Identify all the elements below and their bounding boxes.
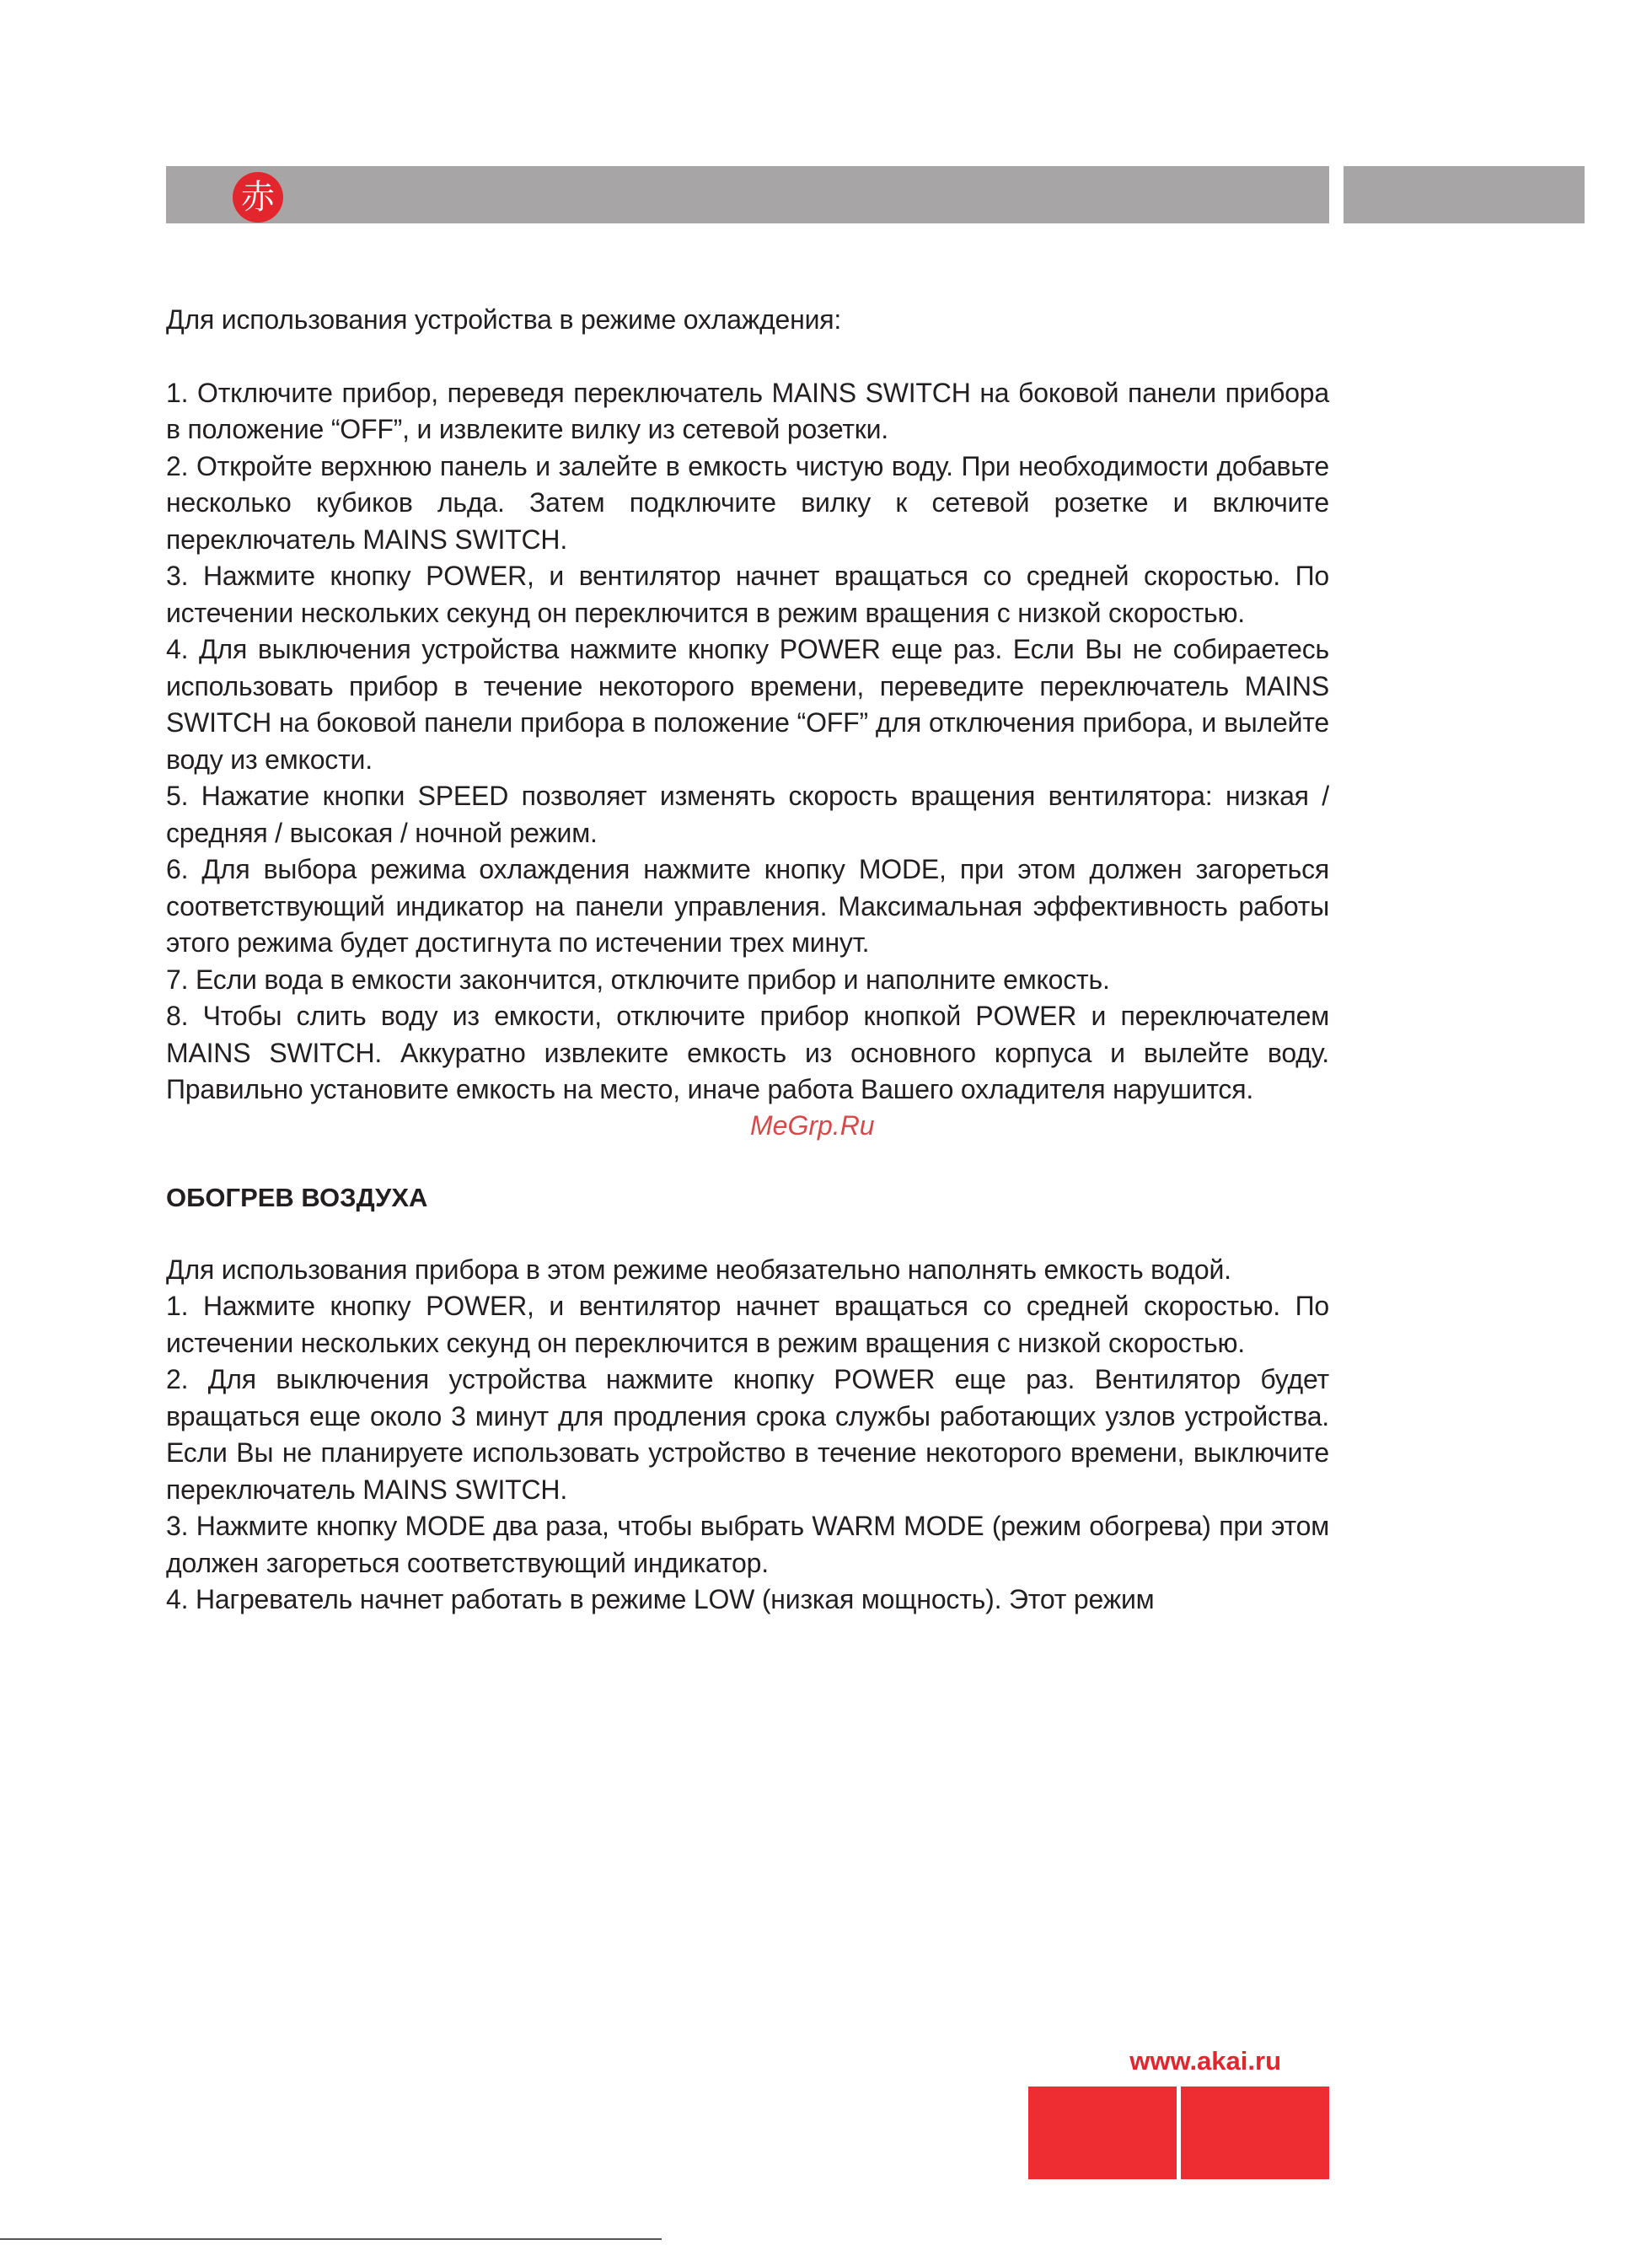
footer-red-block-right [1181,2087,1329,2179]
header-bar [166,166,1329,223]
heating-step-4: 4. Нагреватель начнет работать в режиме LOW (низкая мощность). Этот режим [166,1584,1155,1614]
heating-step-3: 3. Нажмите кнопку MODE два раза, чтобы выбрать WARM MODE (режим обогрева) при этом должен загореться соответствующий индикатор. [166,1511,1329,1578]
cooling-intro: Для использования устройства в режиме охлаждения: [166,304,842,335]
cooling-step-7: 7. Если вода в емкости закончится, отключите прибор и наполните емкость. [166,964,1110,995]
cooling-step-6: 6. Для выбора режима охлаждения нажмите кнопку MODE, при этом должен загореться соответствующий индикатор на панели управления. Максимальная эффективность работы этого режима будет достигнута по истечении трех минут. [166,854,1329,958]
cooling-step-1: 1. Отключите прибор, переведя переключатель MAINS SWITCH на боковой панели прибора в положение “OFF”, и извлеките вилку из сетевой розетки. [166,377,1329,444]
cooling-step-4: 4. Для выключения устройства нажмите кнопку POWER еще раз. Если Вы не собираетесь использовать прибор в течение некоторого времени, переведите переключатель MAINS SWITCH на боковой панели прибора в положение “OFF” для отключения прибора, и вылейте воду из емкости. [166,634,1329,775]
watermark: MeGrp.Ru [750,1110,875,1141]
website-link[interactable]: www.akai.ru [1129,2046,1281,2076]
heating-intro: Для использования прибора в этом режиме необязательно наполнять емкость водой. [166,1254,1231,1285]
header-bar-right [1344,166,1585,223]
heating-step-1: 1. Нажмите кнопку POWER, и вентилятор начнет вращаться со средней скоростью. По истечении нескольких секунд он переключится в режим вращения с низкой скоростью. [166,1291,1329,1358]
cooling-step-5: 5. Нажатие кнопки SPEED позволяет изменять скорость вращения вентилятора: низкая / средняя / высокая / ночной режим. [166,781,1329,848]
bottom-rule [0,2238,662,2240]
heating-section-title: ОБОГРЕВ ВОЗДУХА [166,1182,428,1212]
footer-red-block-left [1028,2087,1177,2179]
page-content [166,302,1329,1619]
cooling-step-8: 8. Чтобы слить воду из емкости, отключите прибор кнопкой POWER и переключателем MAINS SWITCH. Аккуратно извлеките емкость из основного корпуса и вылейте воду. Правильно установите емкость на место, иначе работа Вашего охладителя нарушится. [166,1001,1329,1104]
cooling-step-2: 2. Откройте верхнюю панель и залейте в емкость чистую воду. При необходимости добавьте несколько кубиков льда. Затем подключите вилку к сетевой розетке и включите переключатель MAINS SWITCH. [166,450,1329,555]
heating-step-2: 2. Для выключения устройства нажмите кнопку POWER еще раз. Вентилятор будет вращаться еще около 3 минут для продления срока службы работающих узлов устройства. Если Вы не планируете использовать устройство в течение некоторого времени, выключите переключатель MAINS SWITCH. [166,1364,1329,1505]
cooling-step-3: 3. Нажмите кнопку POWER, и вентилятор начнет вращаться со средней скоростью. По истечении нескольких секунд он переключится в режим вращения с низкой скоростью. [166,561,1329,628]
akai-logo-icon: 赤 [233,172,283,223]
